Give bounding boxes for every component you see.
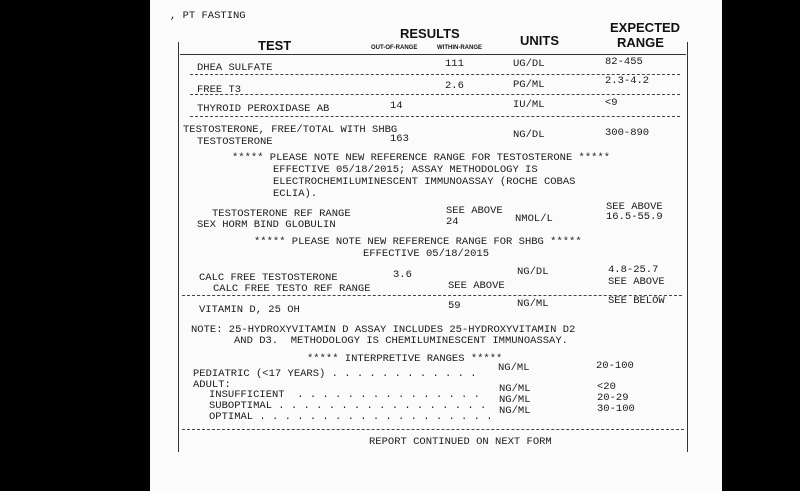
interp-units-optimal: NG/ML xyxy=(499,405,531,417)
row-separator xyxy=(190,94,680,95)
report-continued-footer: REPORT CONTINUED ON NEXT FORM xyxy=(369,436,552,448)
units-free-t3: PG/ML xyxy=(513,79,545,91)
column-expected-2: RANGE xyxy=(617,35,664,50)
range-calc-free-testosterone: 4.8-25.7 xyxy=(608,264,659,276)
result-thyroid-peroxidase: 14 xyxy=(390,100,403,112)
shbg-note-line-2: EFFECTIVE 05/18/2015 xyxy=(363,248,490,260)
result-vitamin-d: 59 xyxy=(448,300,461,312)
test-shbg: SEX HORM BIND GLOBULIN xyxy=(197,219,336,231)
vitamin-d-note-line-2: AND D3. METHODOLOGY IS CHEMILUMINESCENT IMMUNOASSAY. xyxy=(234,335,568,347)
column-within-range: WITHIN-RANGE xyxy=(437,45,482,51)
interpretive-ranges-title: ***** INTERPRETIVE RANGES ***** xyxy=(307,353,503,365)
range-free-t3: 2.3-4.2 xyxy=(605,75,650,87)
test-thyroid-peroxidase: THYROID PEROXIDASE AB xyxy=(197,103,330,115)
row-separator xyxy=(190,116,680,117)
testosterone-note-line-1: ***** PLEASE NOTE NEW REFERENCE RANGE FOR TESTOSTERONE ***** xyxy=(232,152,611,164)
testosterone-note-line-3: ELECTROCHEMILUMINESCENT IMMUNOASSAY (ROCHE COBAS xyxy=(273,176,576,188)
interp-label-pediatric: PEDIATRIC (<17 YEARS) . . . . . . . . . . . . xyxy=(193,368,477,380)
range-vitamin-d: SEE BELOW xyxy=(608,295,665,307)
testosterone-note-line-2: EFFECTIVE 05/18/2015; ASSAY METHODOLOGY IS xyxy=(273,164,538,176)
interp-range-optimal: 30-100 xyxy=(597,403,635,415)
range-thyroid-peroxidase: <9 xyxy=(605,97,618,109)
result-dhea: 111 xyxy=(445,58,464,70)
interp-units-suboptimal: NG/ML xyxy=(499,394,531,406)
interp-units-insufficient: NG/ML xyxy=(499,383,531,395)
range-shbg: 16.5-55.9 xyxy=(606,211,663,223)
row-separator xyxy=(182,295,682,296)
units-dhea: UG/DL xyxy=(513,58,545,70)
column-results: RESULTS xyxy=(400,26,460,41)
interp-range-insufficient: <20 xyxy=(597,381,616,393)
header-note: , PT FASTING xyxy=(170,10,246,22)
header-rule xyxy=(180,54,686,55)
interp-label-adult: ADULT: xyxy=(193,379,231,391)
units-shbg: NMOL/L xyxy=(515,213,553,225)
range-testosterone: 300-890 xyxy=(605,127,650,139)
test-free-t3: FREE T3 xyxy=(197,84,242,96)
result-shbg: 24 xyxy=(446,216,459,228)
column-test: TEST xyxy=(258,38,292,53)
units-thyroid-peroxidase: IU/ML xyxy=(513,99,545,111)
units-vitamin-d: NG/ML xyxy=(517,298,549,310)
test-vitamin-d: VITAMIN D, 25 OH xyxy=(199,304,300,316)
shbg-note-line-1: ***** PLEASE NOTE NEW REFERENCE RANGE FOR SHBG ***** xyxy=(254,236,582,248)
column-units: UNITS xyxy=(520,33,559,48)
test-testosterone: TESTOSTERONE xyxy=(197,136,273,148)
units-calc-free-testosterone: NG/DL xyxy=(517,266,549,278)
test-calc-free-testo-ref: CALC FREE TESTO REF RANGE xyxy=(213,283,371,295)
left-border xyxy=(178,42,179,452)
result-calc-free-testosterone: 3.6 xyxy=(393,269,412,281)
range-calc-free-testo-ref: SEE ABOVE xyxy=(608,276,665,288)
interp-range-pediatric: 20-100 xyxy=(596,360,634,372)
vitamin-d-note-line-1: NOTE: 25-HYDROXYVITAMIN D ASSAY INCLUDES 25-HYDROXYVITAMIN D2 xyxy=(191,324,576,336)
test-dhea: DHEA SULFATE xyxy=(197,62,273,74)
test-testosterone-ref-range: TESTOSTERONE REF RANGE xyxy=(212,208,351,220)
result-free-t3: 2.6 xyxy=(445,80,464,92)
result-testosterone: 163 xyxy=(390,133,409,145)
interp-label-insufficient: INSUFFICIENT . . . . . . . . . . . . . . . xyxy=(209,389,480,401)
right-border xyxy=(687,42,688,452)
column-expected-1: EXPECTED xyxy=(610,20,681,35)
interp-range-suboptimal: 20-29 xyxy=(597,392,629,404)
units-testosterone: NG/DL xyxy=(513,129,545,141)
test-calc-free-testosterone: CALC FREE TESTOSTERONE xyxy=(199,272,338,284)
interp-label-suboptimal: SUBOPTIMAL . . . . . . . . . . . . . . . . . xyxy=(209,400,487,412)
testosterone-note-line-4: ECLIA). xyxy=(273,188,318,200)
lab-report-page xyxy=(150,0,722,491)
range-testosterone-ref-range: SEE ABOVE xyxy=(606,201,663,213)
range-dhea: 82-455 xyxy=(605,56,643,68)
interp-label-optimal: OPTIMAL . . . . . . . . . . . . . . . . . . . xyxy=(209,411,493,423)
column-out-of-range: OUT-OF-RANGE xyxy=(371,45,418,51)
result-calc-free-testo-ref: SEE ABOVE xyxy=(448,280,505,292)
row-separator xyxy=(182,429,684,430)
test-testosterone-panel: TESTOSTERONE, FREE/TOTAL WITH SHBG xyxy=(183,124,398,136)
result-testosterone-ref-range: SEE ABOVE xyxy=(446,205,503,217)
interp-units-pediatric: NG/ML xyxy=(498,362,530,374)
